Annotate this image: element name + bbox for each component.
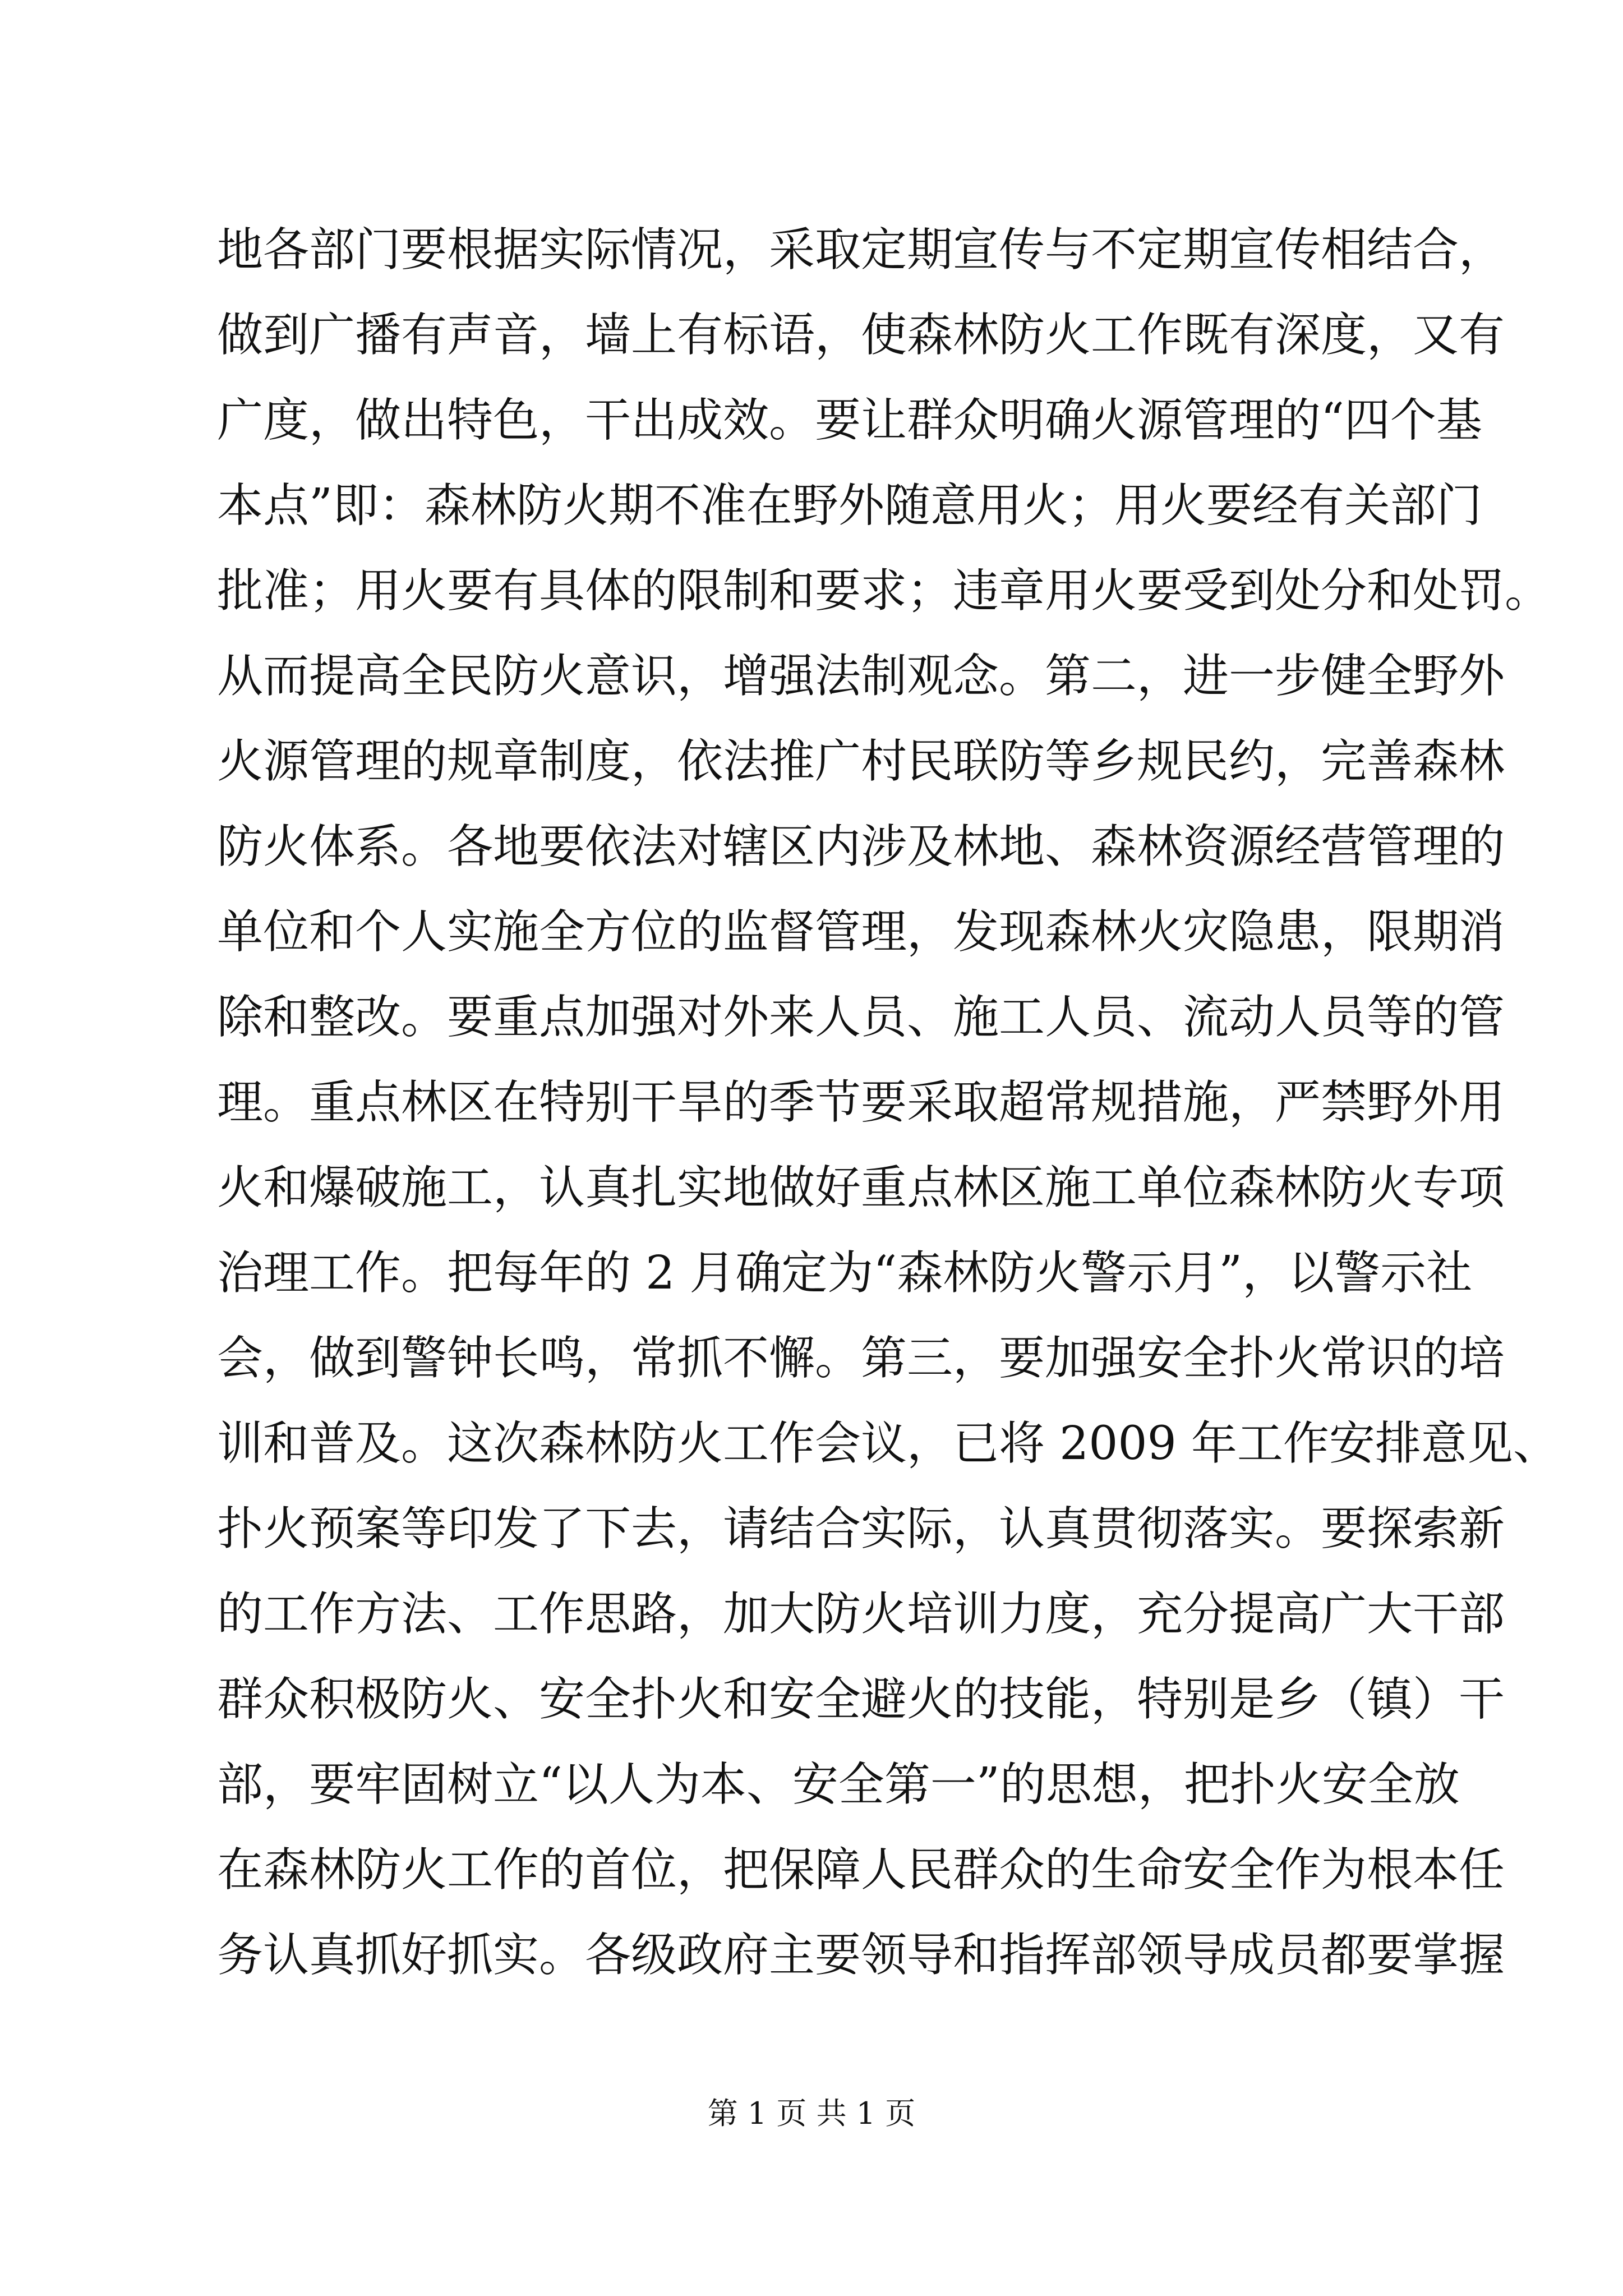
text-line: 批准；用火要有具体的限制和要求；违章用火要受到处分和处罚。 [217, 564, 1551, 618]
text-line: 单位和个人实施全方位的监督管理，发现森林火灾隐患，限期消 [217, 905, 1505, 959]
text-line: 部，要牢固树立“以人为本、安全第一”的思想，把扑火安全放 [217, 1758, 1460, 1811]
text-line: 在森林防火工作的首位，把保障人民群众的生命安全作为根本任 [217, 1843, 1505, 1897]
text-line: 会，做到警钟长鸣，常抓不懈。第三，要加强安全扑火常识的培 [217, 1332, 1505, 1385]
text-line: 火和爆破施工，认真扎实地做好重点林区施工单位森林防火专项 [217, 1161, 1505, 1214]
text-line: 本点”即：森林防火期不准在野外随意用火；用火要经有关部门 [217, 479, 1482, 532]
text-line: 训和普及。这次森林防火工作会议，已将 2009 年工作安排意见、 [217, 1417, 1559, 1470]
text-line: 理。重点林区在特别干旱的季节要采取超常规措施，严禁野外用 [217, 1076, 1505, 1129]
text-line: 地各部门要根据实际情况，采取定期宣传与不定期宣传相结合， [217, 223, 1505, 277]
text-line: 防火体系。各地要依法对辖区内涉及林地、森林资源经营管理的 [217, 820, 1505, 873]
text-line: 群众积极防火、安全扑火和安全避火的技能，特别是乡（镇）干 [217, 1673, 1505, 1726]
text-line: 广度，做出特色，干出成效。要让群众明确火源管理的“四个基 [217, 394, 1482, 447]
text-line: 从而提高全民防火意识，增强法制观念。第二，进一步健全野外 [217, 650, 1505, 703]
text-line: 治理工作。把每年的 2 月确定为“森林防火警示月”，以警示社 [217, 1246, 1473, 1300]
text-line: 除和整改。要重点加强对外来人员、施工人员、流动人员等的管 [217, 991, 1505, 1044]
text-line: 做到广播有声音，墙上有标语，使森林防火工作既有深度，又有 [217, 309, 1505, 362]
text-line: 的工作方法、工作思路，加大防火培训力度，充分提高广大干部 [217, 1588, 1505, 1641]
text-line: 务认真抓好抓实。各级政府主要领导和指挥部领导成员都要掌握 [217, 1929, 1505, 1982]
page-footer: 第 1 页 共 1 页 [707, 2096, 916, 2131]
text-line: 扑火预案等印发了下去，请结合实际，认真贯彻落实。要探索新 [217, 1502, 1505, 1556]
text-line: 火源管理的规章制度，依法推广村民联防等乡规民约，完善森林 [217, 735, 1505, 788]
body-text [217, 208, 1559, 1998]
